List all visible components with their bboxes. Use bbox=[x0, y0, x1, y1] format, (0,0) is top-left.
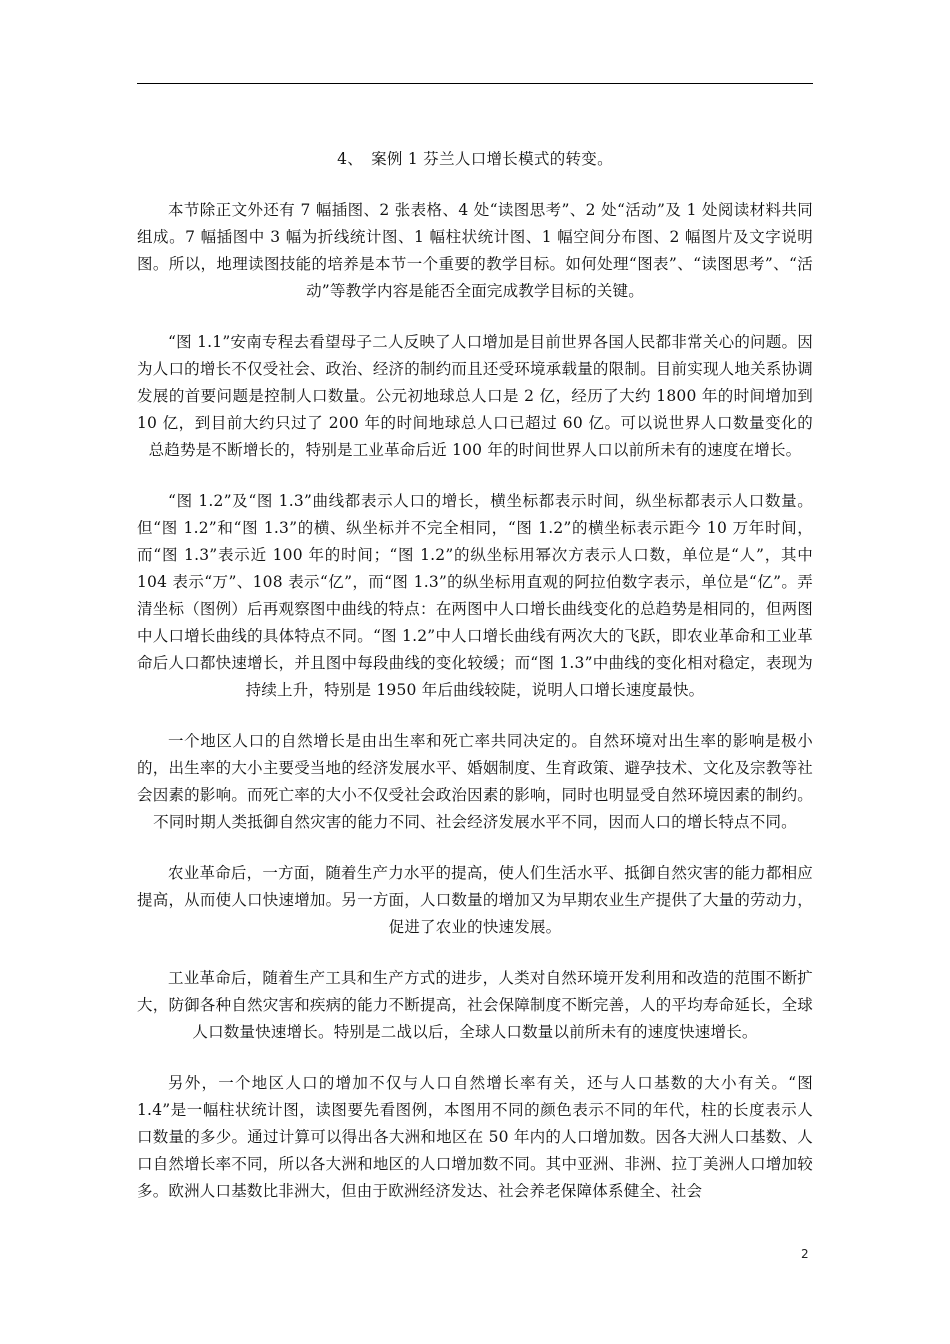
document-body bbox=[137, 146, 813, 1205]
paragraph-figure-1-2-1-3: “图 1.2”及“图 1.3”曲线都表示人口的增长，横坐标都表示时间，纵坐标都表示人口数量。但“图 1.2”和“图 1.3”的横、纵坐标并不完全相同，“图 1.2”的横坐标表示距今 10 万年时间，而“图 1.3”表示近 100 年的时间；“图 1.2”的纵坐标用幂次方表示人口数，单位是“人”，其中 104 表示“万”、108 表示“亿”，而“图 1.3”的纵坐标用直观的阿拉伯数字表示，单位是“亿”。弄清坐标（图例）后再观察图中曲线的特点：在两图中人口增长曲线变化的总趋势是相同的，但两图中人口增长曲线的具体特点不同。“图 1.2”中人口增长曲线有两次大的飞跃，即农业革命和工业革命后人口都快速增长，并且图中每段曲线的变化较缓；而“图 1.3”中曲线的变化相对稳定，表现为持续上升，特别是 1950 年后曲线较陡，说明人口增长速度最快。 bbox=[137, 492, 813, 699]
page-number: 2 bbox=[801, 1247, 809, 1261]
paragraph-natural-growth: 一个地区人口的自然增长是由出生率和死亡率共同决定的。自然环境对出生率的影响是极小的，出生率的大小主要受当地的经济发展水平、婚姻制度、生育政策、避孕技术、文化及宗教等社会因素的影响。而死亡率的大小不仅受社会政治因素的影响，同时也明显受自然环境因素的制约。不同时期人类抵御自然灾害的能力不同、社会经济发展水平不同，因而人口的增长特点不同。 bbox=[137, 732, 813, 831]
paragraph-industrial-revolution: 工业革命后，随着生产工具和生产方式的进步，人类对自然环境开发利用和改造的范围不断扩大，防御各种自然灾害和疾病的能力不断提高，社会保障制度不断完善，人的平均寿命延长，全球人口数量快速增长。特别是二战以后，全球人口数量以前所未有的速度快速增长。 bbox=[137, 969, 813, 1041]
section-heading: 4、 案例 1 芬兰人口增长模式的转变。 bbox=[337, 150, 613, 168]
paragraph-figure-1-4: 另外，一个地区人口的增加不仅与人口自然增长率有关，还与人口基数的大小有关。“图 1.4”是一幅柱状统计图，读图要先看图例，本图用不同的颜色表示不同的年代，柱的长度表示人口数量的多少。通过计算可以得出各大洲和地区在 50 年内的人口增加数。因各大洲人口基数、人口自然增长率不同，所以各大洲和地区的人口增加数不同。其中亚洲、非洲、拉丁美洲人口增加较多。欧洲人口基数比非洲大，但由于欧洲经济发达、社会养老保障体系健全、社会 bbox=[137, 1074, 813, 1200]
paragraph-illustrations-overview: 本节除正文外还有 7 幅插图、2 张表格、4 处“读图思考”、2 处“活动”及 1 处阅读材料共同组成。7 幅插图中 3 幅为折线统计图、1 幅柱状统计图、1 幅空间分布图、2 幅图片及文字说明图。所以，地理读图技能的培养是本节一个重要的教学目标。如何处理“图表”、“读图思考”、“活动”等教学内容是能否全面完成教学目标的关键。 bbox=[137, 201, 813, 300]
header-rule bbox=[137, 83, 813, 84]
paragraph-figure-1-1: “图 1.1”安南专程去看望母子二人反映了人口增加是目前世界各国人民都非常关心的问题。因为人口的增长不仅受社会、政治、经济的制约而且还受环境承载量的限制。目前实现人地关系协调发展的首要问题是控制人口数量。公元初地球总人口是 2 亿，经历了大约 1800 年的时间增加到 10 亿，到目前大约只过了 200 年的时间地球总人口已超过 60 亿。可以说世界人口数量变化的总趋势是不断增长的，特别是工业革命后近 100 年的时间世界人口以前所未有的速度在增长。 bbox=[137, 333, 813, 459]
paragraph-agricultural-revolution: 农业革命后，一方面，随着生产力水平的提高，使人们生活水平、抵御自然灾害的能力都相应提高，从而使人口快速增加。另一方面，人口数量的增加又为早期农业生产提供了大量的劳动力，促进了农业的快速发展。 bbox=[137, 864, 813, 936]
